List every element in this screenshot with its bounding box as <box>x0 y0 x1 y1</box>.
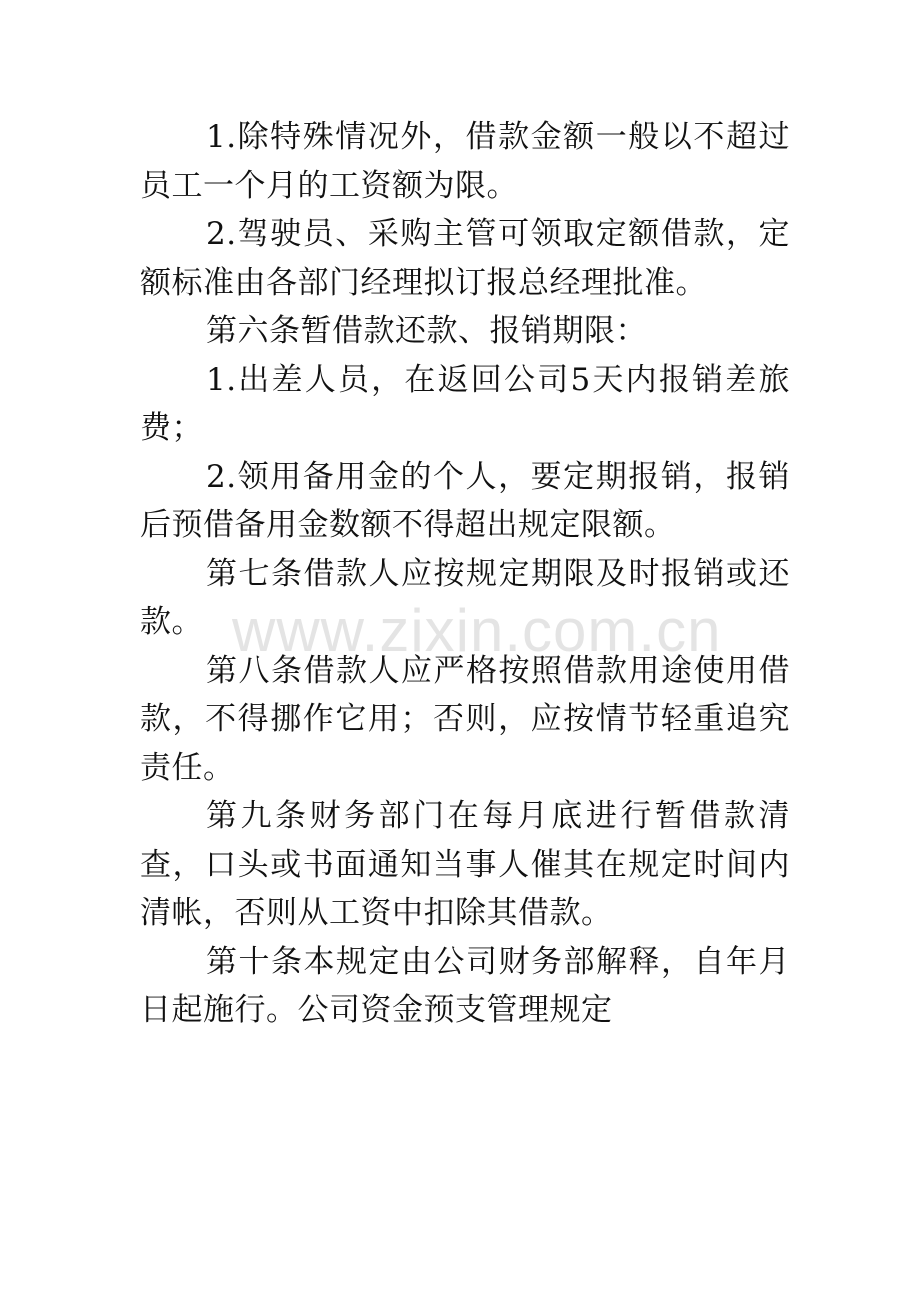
paragraph-2: 2.驾驶员、采购主管可领取定额借款，定额标准由各部门经理拟订报总经理批准。 <box>140 216 790 301</box>
paragraph-4: 1.出差人员，在返回公司5天内报销差旅费； <box>140 361 790 446</box>
watermark: www.zixin.com.cn <box>232 597 722 664</box>
paragraph-3: 第六条暂借款还款、报销期限： <box>206 313 647 349</box>
paragraph-8: 第九条财务部门在每月底进行暂借款清查，口头或书面通知当事人催其在规定时间内清帐，否则从工资中扣除其借款。 <box>140 798 790 931</box>
paragraph-9: 第十条本规定由公司财务部解释，自年月日起施行。公司资金预支管理规定 <box>140 943 790 1028</box>
paragraph-5: 2.领用备用金的个人，要定期报销，报销后预借备用金数额不得超出规定限额。 <box>140 458 790 543</box>
paragraph-1: 1.除特殊情况外，借款金额一般以不超过员工一个月的工资额为限。 <box>140 119 790 204</box>
document-body <box>140 113 790 1035</box>
paragraph-6: 第七条借款人应按规定期限及时报销或还款。 <box>140 555 790 640</box>
paragraph-7: 第八条借款人应严格按照借款用途使用借款，不得挪作它用；否则，应按情节轻重追究责任。 <box>140 652 790 786</box>
